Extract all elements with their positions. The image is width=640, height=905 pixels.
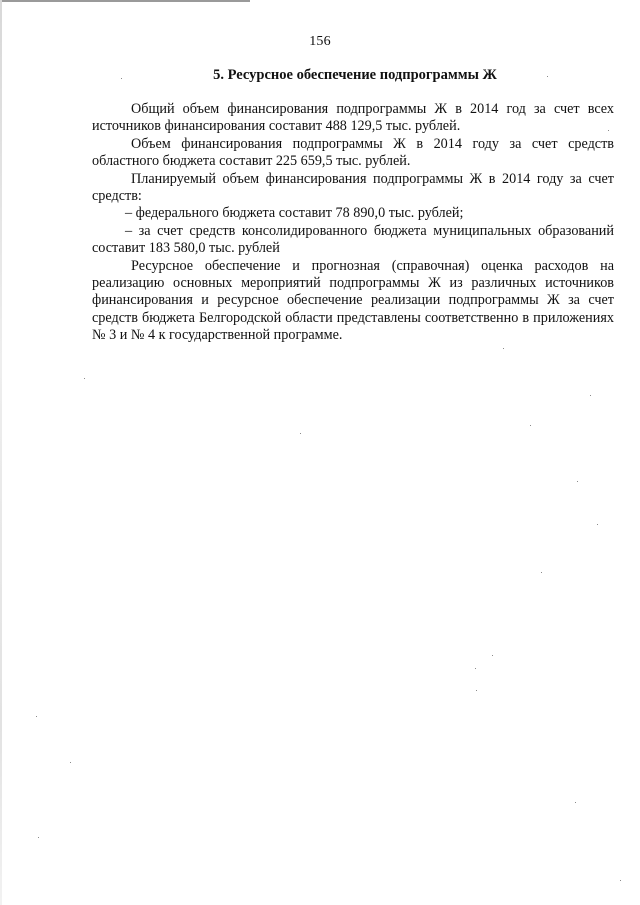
scan-speck <box>597 524 598 525</box>
scan-speck <box>492 655 493 656</box>
document-body <box>92 101 614 345</box>
scan-edge-left <box>0 0 2 905</box>
scan-speck <box>530 425 531 426</box>
scan-speck <box>575 802 576 803</box>
scan-speck <box>590 395 591 396</box>
scan-speck <box>38 837 39 838</box>
scan-speck <box>84 378 85 379</box>
scan-speck <box>547 76 548 77</box>
scan-speck <box>620 880 621 881</box>
paragraph-resource-provision: Ресурсное обеспечение и прогнозная (справочная) оценка расходов на реализацию основных мероприятий подпрограммы Ж из различных источников финансирования и ресурсное обеспечение реализации подпрограммы Ж за счет средств бюджета Белгородской области представлены соответственно в приложениях № 3 и № 4 к государственной программе. <box>92 257 614 344</box>
paragraph-planned-funding: Планируемый объем финансирования подпрограммы Ж в 2014 году за счет средств: <box>92 170 614 205</box>
paragraph-regional-budget: Объем финансирования подпрограммы Ж в 2014 году за счет средств областного бюджета составит 225 659,5 тыс. рублей. <box>92 135 614 170</box>
scan-speck <box>577 481 578 482</box>
scan-speck <box>608 130 609 131</box>
page-number: 156 <box>309 34 331 49</box>
scan-speck <box>475 668 476 669</box>
scan-speck <box>300 433 301 434</box>
scan-speck <box>70 762 71 763</box>
scan-speck <box>121 78 122 79</box>
section-title: 5. Ресурсное обеспечение подпрограммы Ж <box>213 67 497 83</box>
paragraph-total-funding: Общий объем финансирования подпрограммы Ж в 2014 год за счет всех источников финансирования составит 488 129,5 тыс. рублей. <box>92 101 614 135</box>
scan-speck <box>503 348 504 349</box>
scan-speck <box>541 572 542 573</box>
list-item-municipal-budget: – за счет средств консолидированного бюджета муниципальных образований составит 183 580,0 тыс. рублей <box>92 222 614 257</box>
scan-edge-top <box>0 0 250 2</box>
scan-speck <box>476 690 477 691</box>
list-item-federal-budget: – федерального бюджета составит 78 890,0 тыс. рублей; <box>125 205 464 222</box>
scan-speck <box>36 716 37 717</box>
